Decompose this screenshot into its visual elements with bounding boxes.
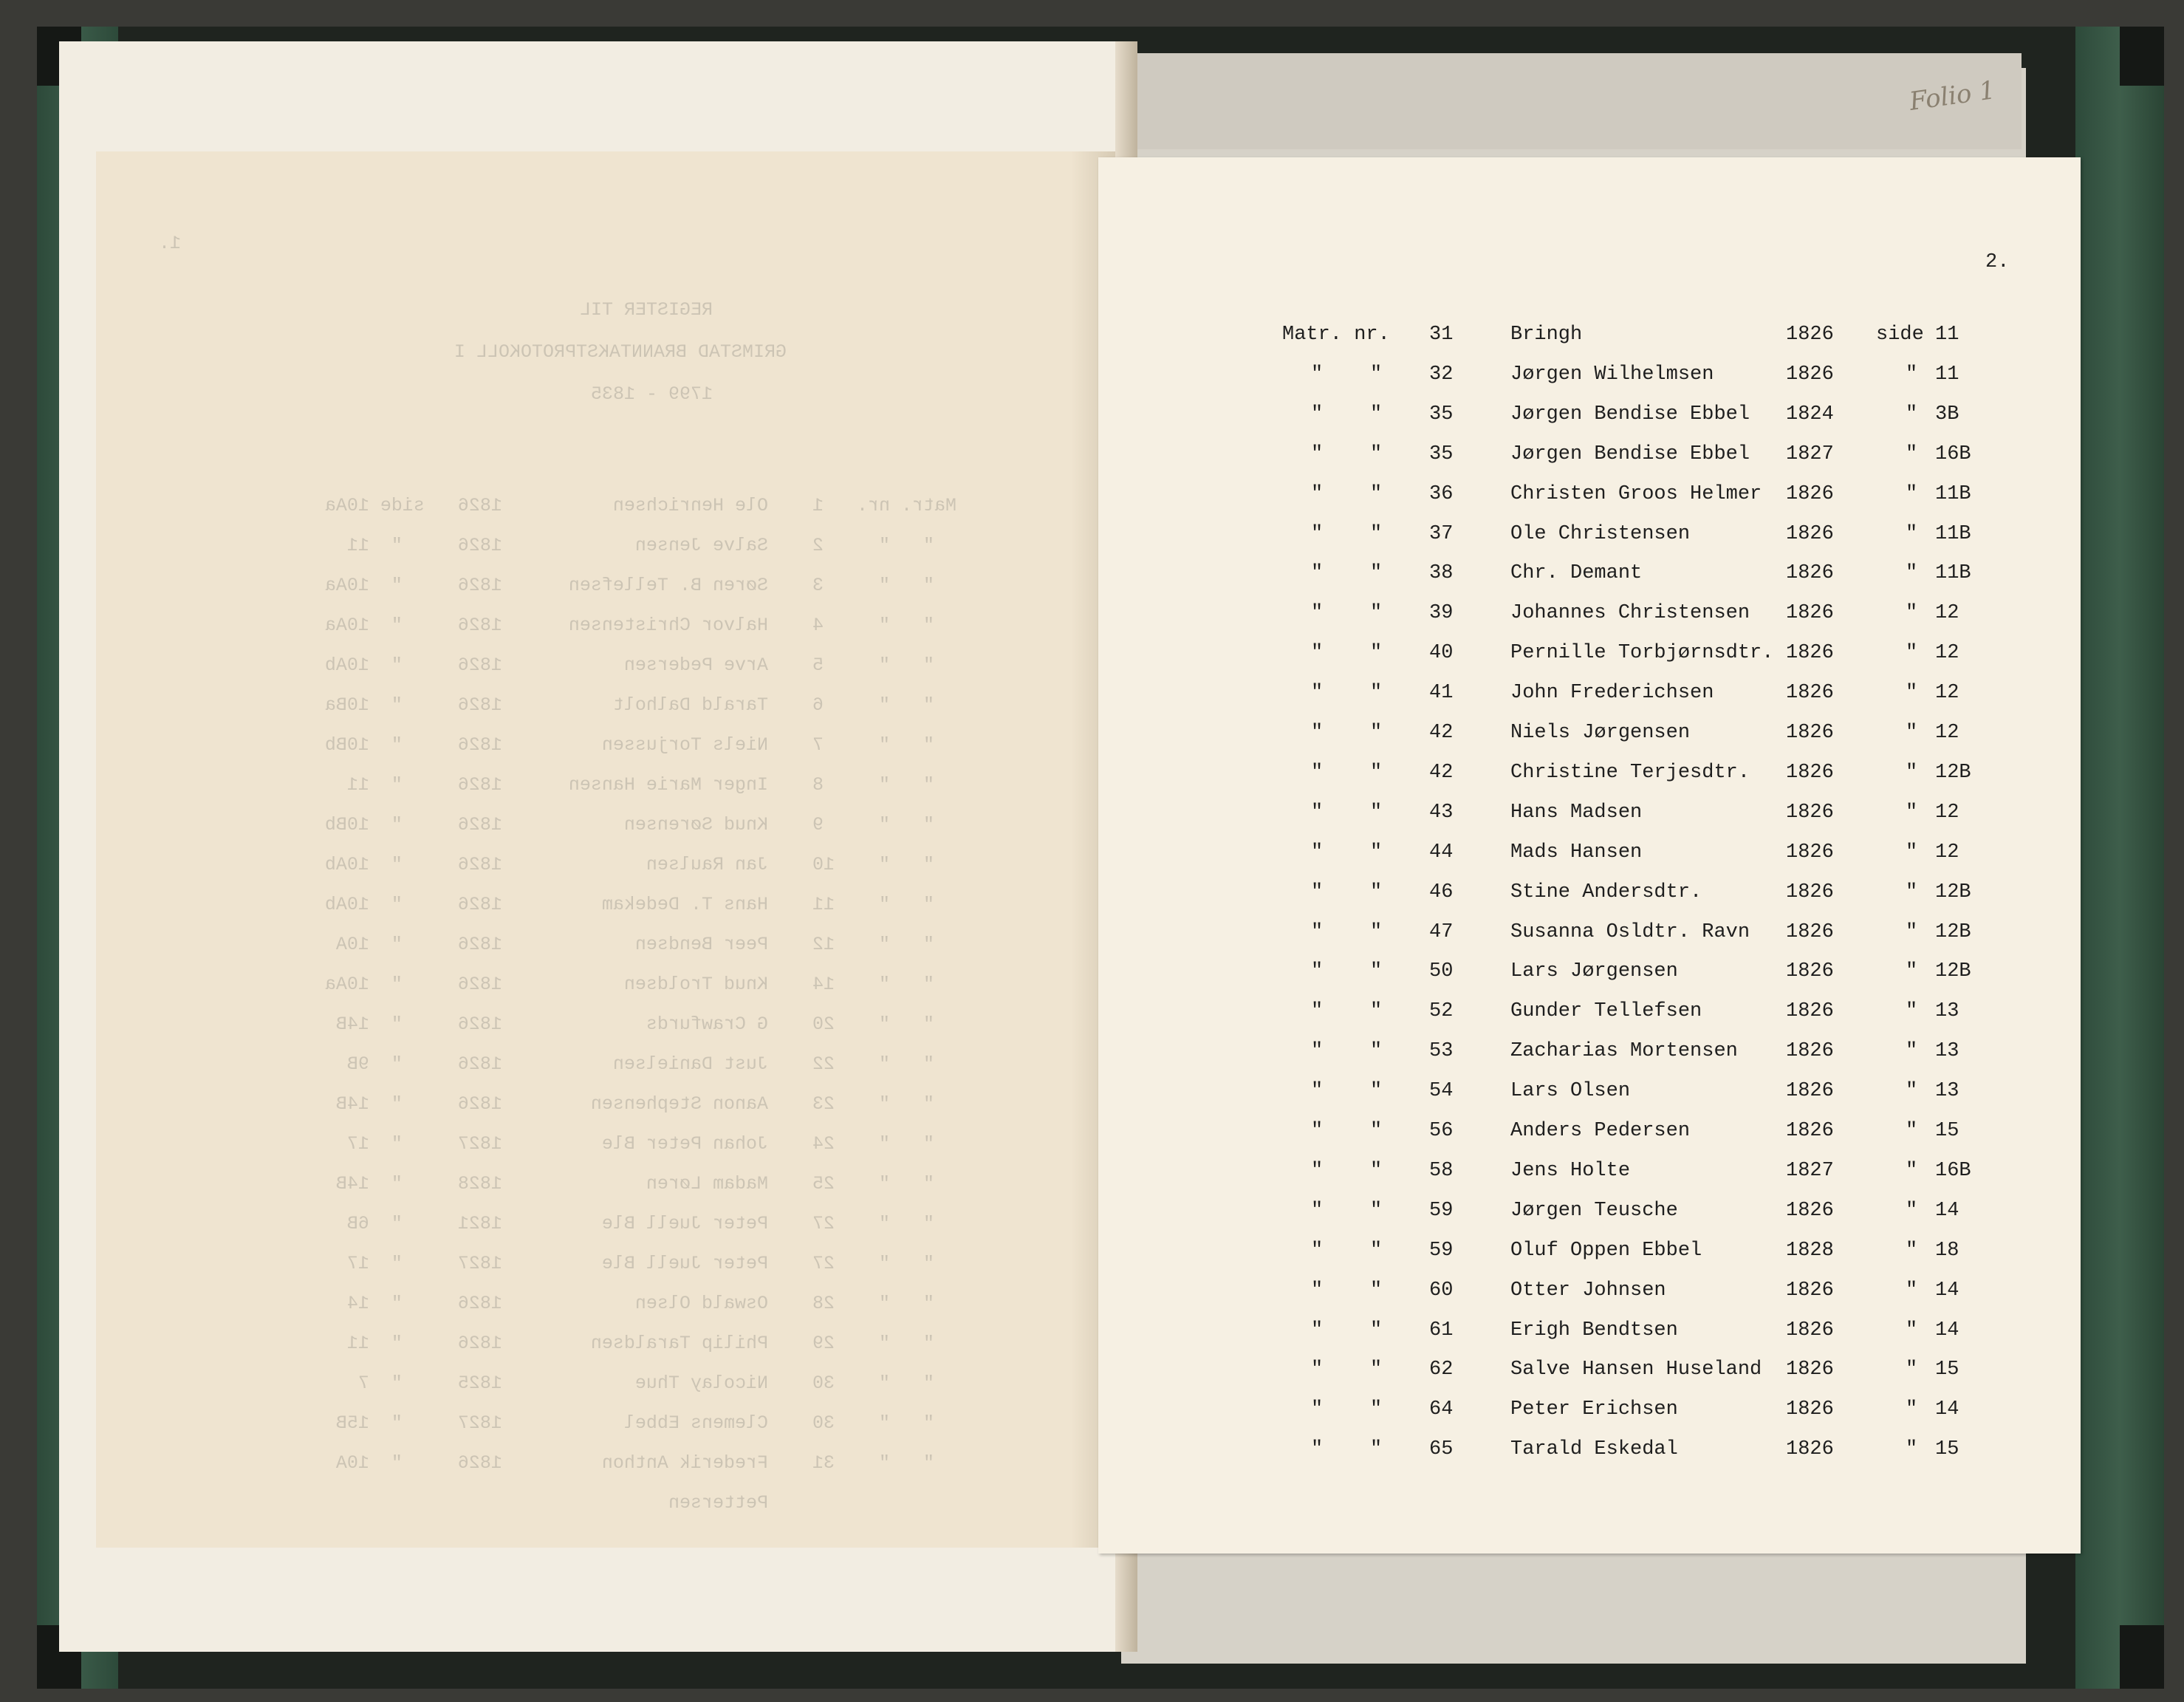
cell-q1: " — [1311, 1239, 1324, 1262]
cell-q3: " — [1906, 682, 1918, 705]
cell-name: Gunder Tellefsen — [1510, 1000, 1702, 1023]
cell-page: 16B — [1935, 442, 1971, 465]
cell-q3: " — [1906, 881, 1918, 903]
cell-page: 12 — [1935, 602, 1959, 625]
cell-q1: " — [1311, 642, 1324, 665]
cell-q3: " — [1906, 960, 1918, 983]
cell-q2: " — [1370, 1239, 1383, 1262]
cell-q3: " — [1906, 1239, 1918, 1262]
cell-q2: " — [1370, 403, 1383, 426]
ghost-row: " " 22 Just Danielsen 1826 " 9B — [346, 1053, 956, 1075]
cell-q2: " — [1370, 801, 1383, 824]
cell-q1: " — [1311, 403, 1324, 426]
cell-name: Bringh — [1510, 324, 1583, 346]
cell-year: 1826 — [1786, 1438, 1834, 1461]
table-row — [0, 722, 2184, 751]
cell-q1: " — [1311, 1319, 1324, 1342]
cell-q2: " — [1370, 761, 1383, 784]
cell-q1: " — [1311, 1279, 1324, 1302]
cell-year: 1826 — [1786, 841, 1834, 864]
cell-name: Christen Groos Helmer — [1510, 482, 1762, 505]
ghost-row: " " 9 Knud Sørensen 1826 " 10Bb — [324, 814, 956, 835]
ghost-row: " " 8 Inger Marie Hansen 1826 " 11 — [346, 774, 956, 796]
corner-bottom-right — [2120, 1625, 2164, 1689]
cell-year: 1826 — [1786, 1120, 1834, 1142]
cell-q1: " — [1311, 1000, 1324, 1023]
cell-nr: 62 — [1429, 1358, 1454, 1381]
cell-name: Susanna Osldtr. Ravn — [1510, 920, 1750, 943]
cell-year: 1826 — [1786, 682, 1834, 705]
cell-q3: " — [1906, 1000, 1918, 1023]
cell-page: 13 — [1935, 1080, 1959, 1103]
cell-q1: " — [1311, 801, 1324, 824]
cell-year: 1826 — [1786, 1199, 1834, 1222]
cell-q1: " — [1311, 562, 1324, 585]
cell-q2: " — [1370, 522, 1383, 545]
cell-q3: " — [1906, 363, 1918, 386]
cell-year: 1826 — [1786, 801, 1834, 824]
cell-page: 12B — [1935, 920, 1971, 943]
table-row — [0, 1160, 2184, 1189]
table-row — [0, 1200, 2184, 1229]
cell-nr: 35 — [1429, 403, 1454, 426]
cell-name: Zacharias Mortensen — [1510, 1040, 1738, 1063]
cell-nr: 31 — [1429, 324, 1454, 346]
cell-year: 1824 — [1786, 403, 1834, 426]
ghost-row: " " 24 Johan Peter Ble 1827 " 17 — [346, 1133, 956, 1155]
ghost-row: " " 4 Halvor Christensen 1826 " 10Aa — [324, 615, 956, 636]
cell-name: Erigh Bendtsen — [1510, 1319, 1678, 1342]
cell-page: 18 — [1935, 1239, 1959, 1262]
cell-q1: " — [1311, 682, 1324, 705]
table-row — [0, 403, 2184, 433]
table-row — [0, 1120, 2184, 1149]
cell-q2: " — [1370, 1159, 1383, 1182]
cell-year: 1827 — [1786, 442, 1834, 465]
cell-year: 1826 — [1786, 642, 1834, 665]
cell-q3: " — [1906, 1438, 1918, 1461]
cell-q2: " — [1370, 1080, 1383, 1103]
cell-q3: " — [1906, 1398, 1918, 1421]
cell-q1: " — [1311, 920, 1324, 943]
cell-nr: 52 — [1429, 1000, 1454, 1023]
cell-page: 12 — [1935, 841, 1959, 864]
ghost-row: Matr. nr. 1 Ole Henrichsen 1826 side 10Aa — [324, 495, 956, 516]
cell-name: Pernille Torbjørnsdtr. — [1510, 642, 1774, 665]
ghost-row: " " 14 Knud Troldsen 1826 " 10Aa — [324, 974, 956, 995]
table-row — [0, 1279, 2184, 1309]
cell-name: Niels Jørgensen — [1510, 722, 1691, 744]
cell-q2: " — [1370, 722, 1383, 744]
ghost-row: " " 3 Søren B. Tellefsen 1826 " 10Aa — [324, 575, 956, 596]
ghost-row: " " 12 Peer Bendsen 1826 " 10A — [335, 934, 956, 955]
cell-q2: " — [1370, 1279, 1383, 1302]
ghost-row: " " 31 Frederik Anthon 1826 " 10A — [335, 1452, 956, 1474]
table-row — [0, 1438, 2184, 1468]
corner-top-right — [2120, 27, 2164, 86]
cell-year: 1826 — [1786, 881, 1834, 903]
ghost-page-number: 1. — [158, 233, 181, 254]
cell-q3: " — [1906, 1120, 1918, 1142]
cell-nr: 59 — [1429, 1199, 1454, 1222]
cell-page: 15 — [1935, 1438, 1959, 1461]
cell-q3: " — [1906, 403, 1918, 426]
cell-page: 3B — [1935, 403, 1959, 426]
cell-q2: " — [1370, 881, 1383, 903]
cell-q1: " — [1311, 363, 1324, 386]
ghost-row: " " 30 Clemens Ebbel 1827 " 15B — [335, 1412, 956, 1434]
table-row — [0, 841, 2184, 871]
cell-q3: " — [1906, 841, 1918, 864]
cell-year: 1826 — [1786, 761, 1834, 784]
cell-q1: " — [1311, 602, 1324, 625]
cell-q1: " — [1311, 522, 1324, 545]
cell-q3: " — [1906, 522, 1918, 545]
cell-nr: 60 — [1429, 1279, 1454, 1302]
cell-year: 1826 — [1786, 920, 1834, 943]
cell-page: 15 — [1935, 1358, 1959, 1381]
cell-q3: " — [1906, 1319, 1918, 1342]
ghost-row: " " 2 Salve Jensen 1826 " 11 — [346, 535, 956, 556]
cell-nr: 58 — [1429, 1159, 1454, 1182]
table-row — [0, 1040, 2184, 1070]
cell-q3: " — [1906, 562, 1918, 585]
cell-page: 14 — [1935, 1398, 1959, 1421]
cell-q1: " — [1311, 1199, 1324, 1222]
cell-year: 1826 — [1786, 960, 1834, 983]
ghost-row: " " 27 Peter Juell Ble 1827 " 17 — [346, 1253, 956, 1274]
cell-name: John Frederichsen — [1510, 682, 1714, 705]
cell-year: 1828 — [1786, 1239, 1834, 1262]
cell-q2: " — [1370, 482, 1383, 505]
cell-page: 12 — [1935, 722, 1959, 744]
cell-q3: " — [1906, 1080, 1918, 1103]
cell-q2: " — [1370, 1358, 1383, 1381]
back-sheet-top — [1124, 53, 2022, 149]
table-row — [0, 1240, 2184, 1269]
cell-q2: " — [1370, 442, 1383, 465]
cell-name: Ole Christensen — [1510, 522, 1691, 545]
cell-side: side — [1876, 324, 1924, 346]
cell-year: 1826 — [1786, 522, 1834, 545]
cell-name: Hans Madsen — [1510, 801, 1643, 824]
ghost-row: " " 5 Arve Pedersen 1826 " 10Ab — [324, 655, 956, 676]
cell-nr: 64 — [1429, 1398, 1454, 1421]
table-row — [0, 1000, 2184, 1030]
cell-q3: " — [1906, 1279, 1918, 1302]
cell-q2: " — [1370, 1438, 1383, 1461]
cell-year: 1826 — [1786, 602, 1834, 625]
cell-page: 12 — [1935, 682, 1959, 705]
cell-year: 1826 — [1786, 1000, 1834, 1023]
ghost-row: " " 25 Madam Løren 1828 " 14B — [335, 1173, 956, 1195]
cell-year: 1826 — [1786, 1080, 1834, 1103]
cell-name: Anders Pedersen — [1510, 1120, 1691, 1142]
ghost-row: " " 10 Jan Raulsen 1826 " 10Ab — [324, 854, 956, 875]
cell-q2: " — [1370, 1120, 1383, 1142]
cell-q2: " — [1370, 1040, 1383, 1063]
cell-q2: " — [1370, 602, 1383, 625]
cell-q2: " — [1370, 363, 1383, 386]
table-row — [0, 363, 2184, 393]
ghost-heading: 1799 - 1835 — [590, 383, 713, 405]
cell-q1: " — [1311, 841, 1324, 864]
ghost-row: Pettersen — [668, 1492, 956, 1514]
table-row — [0, 324, 2184, 353]
cell-year: 1826 — [1786, 1319, 1834, 1342]
ghost-row: " " 27 Peter Juell Ble 1821 " 6B — [346, 1213, 956, 1234]
cell-q1: " — [1311, 1159, 1324, 1182]
cell-year: 1826 — [1786, 1358, 1834, 1381]
cell-q3: " — [1906, 482, 1918, 505]
cell-nr: 41 — [1429, 682, 1454, 705]
cell-q3: " — [1906, 1358, 1918, 1381]
cell-nr: 42 — [1429, 722, 1454, 744]
cell-name: Salve Hansen Huseland — [1510, 1358, 1762, 1381]
cell-page: 11 — [1935, 324, 1959, 346]
ghost-row: " " 20 G Crawfurds 1826 " 14B — [335, 1014, 956, 1035]
cell-q3: " — [1906, 801, 1918, 824]
cell-q2: " — [1370, 841, 1383, 864]
cell-nr: 40 — [1429, 642, 1454, 665]
cell-name: Lars Olsen — [1510, 1080, 1631, 1103]
cell-name: Stine Andersdtr. — [1510, 881, 1702, 903]
ghost-row: " " 29 Philip Taraldsen 1826 " 11 — [346, 1333, 956, 1354]
cell-q2: " — [1370, 1398, 1383, 1421]
cell-name: Jens Holte — [1510, 1159, 1631, 1182]
cell-name: Chr. Demant — [1510, 562, 1643, 585]
table-row — [0, 562, 2184, 592]
cell-q2: " — [1370, 682, 1383, 705]
cell-name: Otter Johnsen — [1510, 1279, 1666, 1302]
cell-page: 13 — [1935, 1040, 1959, 1063]
table-row — [0, 443, 2184, 473]
cell-page: 12B — [1935, 881, 1971, 903]
cell-nr: 37 — [1429, 522, 1454, 545]
cell-q3: " — [1906, 642, 1918, 665]
cell-nr: 39 — [1429, 602, 1454, 625]
cell-q2: " — [1370, 1000, 1383, 1023]
cell-name: Jørgen Wilhelmsen — [1510, 363, 1714, 386]
cell-nr: 44 — [1429, 841, 1454, 864]
table-row — [0, 1358, 2184, 1388]
cell-nr: 36 — [1429, 482, 1454, 505]
cell-q1: " — [1311, 1080, 1324, 1103]
cell-page: 14 — [1935, 1319, 1959, 1342]
table-row — [0, 682, 2184, 711]
cell-name: Christine Terjesdtr. — [1510, 761, 1750, 784]
cell-year: 1826 — [1786, 1040, 1834, 1063]
table-row — [0, 960, 2184, 990]
cell-year: 1826 — [1786, 1279, 1834, 1302]
cell-q1: " — [1311, 1120, 1324, 1142]
cell-year: 1826 — [1786, 363, 1834, 386]
cell-q1: " — [1311, 1040, 1324, 1063]
cell-name: Jørgen Teusche — [1510, 1199, 1678, 1222]
cell-nr: 38 — [1429, 562, 1454, 585]
cell-page: 11 — [1935, 363, 1959, 386]
cell-q3: " — [1906, 1040, 1918, 1063]
cell-page: 12 — [1935, 642, 1959, 665]
cell-q3: " — [1906, 920, 1918, 943]
cell-page: 11B — [1935, 482, 1971, 505]
table-row — [0, 483, 2184, 513]
cell-name: Johannes Christensen — [1510, 602, 1750, 625]
ghost-row: " " 28 Oswald Olsen 1826 " 14 — [346, 1293, 956, 1314]
page-number: 2. — [1985, 251, 2010, 273]
table-row — [0, 1398, 2184, 1428]
cell-page: 12B — [1935, 960, 1971, 983]
cell-year: 1826 — [1786, 562, 1834, 585]
table-row — [0, 602, 2184, 632]
table-row — [0, 642, 2184, 671]
cell-q2: " — [1370, 920, 1383, 943]
ghost-heading: GRIMSTAD BRANNTAKSTPROTOKOLL I — [453, 341, 787, 363]
cell-page: 15 — [1935, 1120, 1959, 1142]
cell-nr: 53 — [1429, 1040, 1454, 1063]
cell-q3: " — [1906, 722, 1918, 744]
cell-q1: " — [1311, 1398, 1324, 1421]
cell-page: 11B — [1935, 522, 1971, 545]
cell-name: Jørgen Bendise Ebbel — [1510, 403, 1750, 426]
cell-year: 1826 — [1786, 1398, 1834, 1421]
cell-q1: " — [1311, 761, 1324, 784]
cell-q2: " — [1370, 1319, 1383, 1342]
folio-note: Folio 1 — [1907, 75, 1998, 117]
cell-q2: " — [1370, 562, 1383, 585]
cell-nr: 46 — [1429, 881, 1454, 903]
cell-page: 12 — [1935, 801, 1959, 824]
cell-year: 1826 — [1786, 482, 1834, 505]
cell-page: 14 — [1935, 1279, 1959, 1302]
cell-q3: " — [1906, 602, 1918, 625]
table-row — [0, 1080, 2184, 1110]
cell-q1: " — [1311, 1358, 1324, 1381]
cell-page: 11B — [1935, 562, 1971, 585]
cell-name: Jørgen Bendise Ebbel — [1510, 442, 1750, 465]
table-row — [0, 762, 2184, 791]
cell-name: Peter Erichsen — [1510, 1398, 1678, 1421]
cell-q3: " — [1906, 1199, 1918, 1222]
cell-nr: 61 — [1429, 1319, 1454, 1342]
cell-q1: " — [1311, 722, 1324, 744]
cell-q2: " — [1370, 1199, 1383, 1222]
cell-nr: 47 — [1429, 920, 1454, 943]
cell-nr: 59 — [1429, 1239, 1454, 1262]
ghost-row: " " 7 Niels Torjussen 1826 " 10Bb — [324, 734, 956, 756]
cell-year: 1826 — [1786, 722, 1834, 744]
cell-year: 1826 — [1786, 324, 1834, 346]
cell-q2: " — [1370, 642, 1383, 665]
cell-nr: 54 — [1429, 1080, 1454, 1103]
cell-nr: 43 — [1429, 801, 1454, 824]
cell-nr: 32 — [1429, 363, 1454, 386]
cell-name: Lars Jørgensen — [1510, 960, 1678, 983]
cell-q3: " — [1906, 761, 1918, 784]
cell-q2: " — [1370, 960, 1383, 983]
cell-nr: 56 — [1429, 1120, 1454, 1142]
ghost-row: " " 23 Aanon Stephensen 1826 " 14B — [335, 1093, 956, 1115]
cell-name: Oluf Oppen Ebbel — [1510, 1239, 1702, 1262]
cell-q3: " — [1906, 442, 1918, 465]
table-row — [0, 802, 2184, 831]
table-row — [0, 523, 2184, 553]
cell-q1: " — [1311, 960, 1324, 983]
cell-label: Matr. nr. — [1282, 324, 1390, 346]
cell-q3: " — [1906, 1159, 1918, 1182]
cell-nr: 42 — [1429, 761, 1454, 784]
cell-nr: 50 — [1429, 960, 1454, 983]
cell-q1: " — [1311, 442, 1324, 465]
cell-nr: 65 — [1429, 1438, 1454, 1461]
ghost-heading: REGISTER TIL — [579, 299, 713, 321]
cell-page: 13 — [1935, 1000, 1959, 1023]
cell-name: Mads Hansen — [1510, 841, 1643, 864]
cell-name: Tarald Eskedal — [1510, 1438, 1678, 1461]
cell-nr: 35 — [1429, 442, 1454, 465]
cell-q1: " — [1311, 881, 1324, 903]
cell-q1: " — [1311, 482, 1324, 505]
table-row — [0, 881, 2184, 911]
ghost-row: " " 6 Tarald Dalholt 1826 " 10Ba — [324, 694, 956, 716]
cell-page: 14 — [1935, 1199, 1959, 1222]
ghost-row: " " 30 Nicolay Thue 1825 " 7 — [357, 1373, 956, 1394]
cell-q1: " — [1311, 1438, 1324, 1461]
table-row — [0, 1319, 2184, 1349]
cell-page: 16B — [1935, 1159, 1971, 1182]
ghost-row: " " 11 Hans T. Dedekam 1826 " 10Ab — [324, 894, 956, 915]
cell-year: 1827 — [1786, 1159, 1834, 1182]
cell-page: 12B — [1935, 761, 1971, 784]
table-row — [0, 921, 2184, 951]
